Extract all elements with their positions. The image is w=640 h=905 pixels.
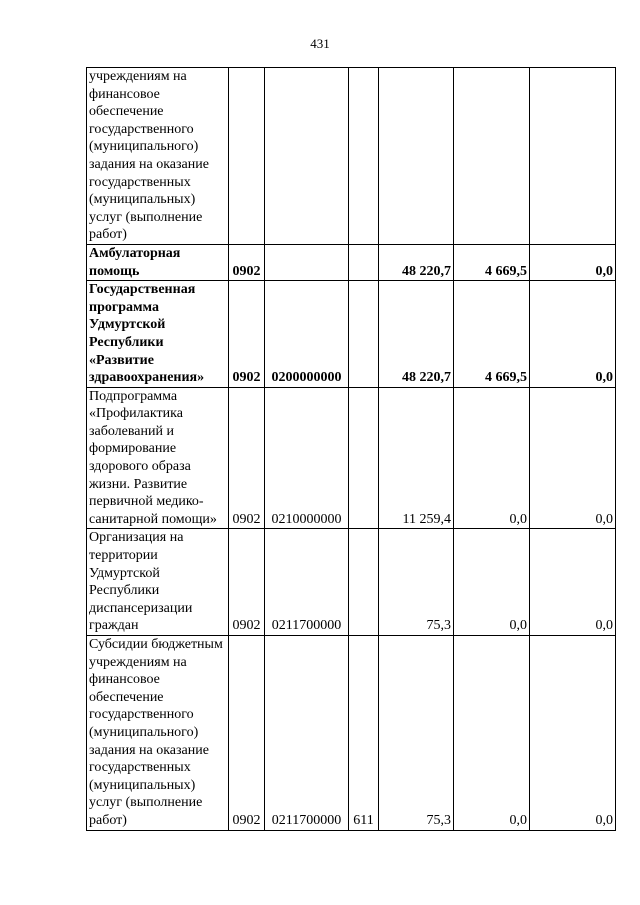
target-code-cell: 0211700000 [265, 636, 349, 831]
table-row [87, 387, 616, 529]
table-row [87, 636, 616, 831]
amount-3-cell: 0,0 [530, 636, 616, 831]
amount-2-cell: 4 669,5 [454, 244, 530, 280]
amount-2-cell [454, 68, 530, 245]
amount-2-cell: 0,0 [454, 387, 530, 529]
row-name-cell: Субсидии бюджетным учреждениям на финансовое обеспечение государственного (муниципального) задания на оказание государственных (муниципальных) услуг (выполнение работ) [87, 636, 229, 831]
expense-type-cell [349, 281, 379, 388]
amount-3-cell: 0,0 [530, 281, 616, 388]
amount-1-cell: 75,3 [379, 529, 454, 636]
section-code-cell: 0902 [229, 244, 265, 280]
target-code-cell [265, 244, 349, 280]
amount-1-cell: 48 220,7 [379, 244, 454, 280]
expense-type-cell [349, 529, 379, 636]
amount-1-cell: 75,3 [379, 636, 454, 831]
amount-3-cell: 0,0 [530, 387, 616, 529]
amount-3-cell [530, 68, 616, 245]
target-code-cell: 0211700000 [265, 529, 349, 636]
amount-2-cell: 4 669,5 [454, 281, 530, 388]
section-code-cell: 0902 [229, 281, 265, 388]
table-row [87, 244, 616, 280]
row-name-cell: Организация на территории Удмуртской Республики диспансеризации граждан [87, 529, 229, 636]
target-code-cell: 0200000000 [265, 281, 349, 388]
section-code-cell: 0902 [229, 529, 265, 636]
expense-type-cell [349, 68, 379, 245]
amount-1-cell: 48 220,7 [379, 281, 454, 388]
budget-table [86, 67, 616, 831]
table-row [87, 529, 616, 636]
page-number: 431 [310, 36, 330, 51]
expense-type-cell: 611 [349, 636, 379, 831]
section-code-cell: 0902 [229, 387, 265, 529]
table-row [87, 68, 616, 245]
amount-3-cell: 0,0 [530, 529, 616, 636]
expense-type-cell [349, 244, 379, 280]
row-name-cell: Подпрограмма «Профилактика заболеваний и формирование здорового образа жизни. Развитие первичной медико-санитарной помощи» [87, 387, 229, 529]
target-code-cell [265, 68, 349, 245]
expense-type-cell [349, 387, 379, 529]
section-code-cell [229, 68, 265, 245]
table-body [87, 68, 616, 831]
row-name-cell: Государственная программа Удмуртской Республики «Развитие здравоохранения» [87, 281, 229, 388]
row-name-cell: Амбулаторная помощь [87, 244, 229, 280]
target-code-cell: 0210000000 [265, 387, 349, 529]
amount-3-cell: 0,0 [530, 244, 616, 280]
table-row [87, 281, 616, 388]
amount-2-cell: 0,0 [454, 636, 530, 831]
amount-1-cell: 11 259,4 [379, 387, 454, 529]
row-name-cell: учреждениям на финансовое обеспечение государственного (муниципального) задания на оказание государственных (муниципальных) услуг (выполнение работ) [87, 68, 229, 245]
section-code-cell: 0902 [229, 636, 265, 831]
amount-1-cell [379, 68, 454, 245]
amount-2-cell: 0,0 [454, 529, 530, 636]
